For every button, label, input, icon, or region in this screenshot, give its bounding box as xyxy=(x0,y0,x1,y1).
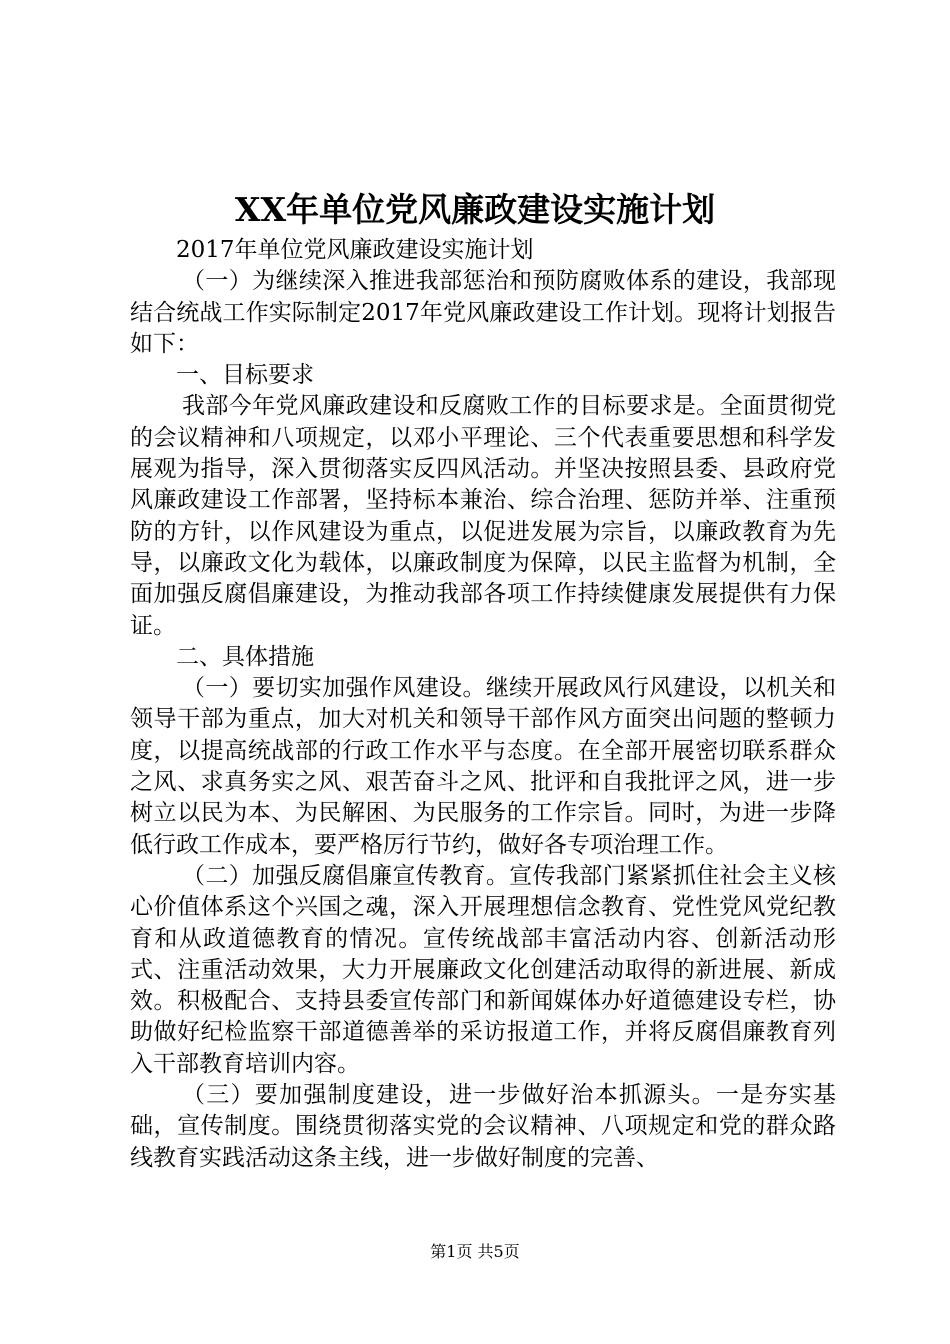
page-number-label: 第1页 共5页 xyxy=(430,1242,520,1261)
section-heading-measures: 二、具体措施 xyxy=(176,643,314,670)
goals-paragraph: 我部今年党风廉政建设和反腐败工作的目标要求是。全面贯彻党的会议精神和八项规定，以邓小平理论、三个代表重要思想和科学发展观为指导，深入贯彻落实反四风活动。并坚决按照县委、县政府党风廉政建设工作部署，坚持标本兼治、综合治理、惩防并举、注重预防的方针，以作风建设为重点，以促进发展为宗旨，以廉政教育为先导，以廉政文化为载体，以廉政制度为保障，以民主监督为机制，全面加强反腐倡廉建设，为推动我部各项工作持续健康发展提供有力保证。 xyxy=(130,393,836,639)
subtitle-paragraph: 2017年单位党风廉政建设实施计划 xyxy=(176,237,534,263)
document-body xyxy=(130,235,836,1174)
measure-paragraph-1: （一）要切实加强作风建设。继续开展政风行风建设，以机关和领导干部为重点，加大对机关和领导干部作风方面突出问题的整顿力度，以提高统战部的行政工作水平与态度。在全部开展密切联系群众之风、求真务实之风、艰苦奋斗之风、批评和自我批评之风，进一步树立以民为本、为民解困、为民服务的工作宗旨。同时，为进一步降低行政工作成本，要严格厉行节约，做好各专项治理工作。 xyxy=(130,675,836,858)
section-heading-goals: 一、目标要求 xyxy=(176,362,314,389)
page-footer xyxy=(0,1241,950,1263)
intro-paragraph: （一）为继续深入推进我部惩治和预防腐败体系的建设，我部现结合统战工作实际制定2017年党风廉政建设工作计划。现将计划报告如下： xyxy=(130,268,836,357)
document-title: XX年单位党风廉政建设实施计划 xyxy=(234,190,716,229)
measure-paragraph-2: （二）加强反腐倡廉宣传教育。宣传我部门紧紧抓住社会主义核心价值体系这个兴国之魂，深入开展理想信念教育、党性党风党纪教育和从政道德教育的情况。宣传统战部丰富活动内容、创新活动形式、注重活动效果，大力开展廉政文化创建活动取得的新进展、新成效。积极配合、支持县委宣传部门和新闻媒体办好道德建设专栏，协助做好纪检监察干部道德善举的采访报道工作，并将反腐倡廉教育列入干部教育培训内容。 xyxy=(130,862,836,1077)
measure-paragraph-3: （三）要加强制度建设，进一步做好治本抓源头。一是夯实基础，宣传制度。围绕贯彻落实党的会议精神、八项规定和党的群众路线教育实践活动这条主线，进一步做好制度的完善、 xyxy=(130,1082,836,1171)
